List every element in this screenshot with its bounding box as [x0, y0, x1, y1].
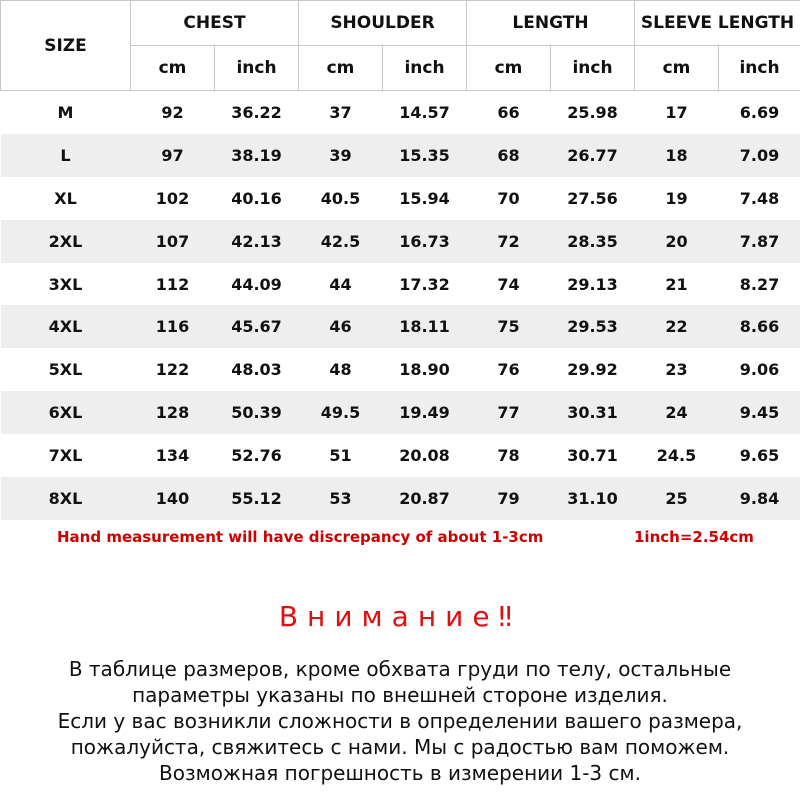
length-inch-header: inch: [551, 46, 635, 91]
value-cell: 140: [131, 477, 215, 520]
size-cell: 4XL: [1, 305, 131, 348]
value-cell: 6.69: [719, 91, 800, 134]
value-cell: 28.35: [551, 220, 635, 263]
value-cell: 112: [131, 263, 215, 306]
value-cell: 38.19: [215, 134, 299, 177]
value-cell: 42.13: [215, 220, 299, 263]
value-cell: 55.12: [215, 477, 299, 520]
value-cell: 42.5: [299, 220, 383, 263]
table-row: [1, 263, 800, 306]
size-header: SIZE: [1, 1, 131, 91]
value-cell: 79: [467, 477, 551, 520]
chest-cm-header: cm: [131, 46, 215, 91]
value-cell: 107: [131, 220, 215, 263]
sleeve-cm-header: cm: [635, 46, 719, 91]
value-cell: 15.94: [383, 177, 467, 220]
value-cell: 46: [299, 305, 383, 348]
value-cell: 40.5: [299, 177, 383, 220]
description-text: [0, 656, 800, 786]
table-row: [1, 477, 800, 520]
value-cell: 20.08: [383, 434, 467, 477]
table-row: [1, 434, 800, 477]
value-cell: 66: [467, 91, 551, 134]
value-cell: 52.76: [215, 434, 299, 477]
value-cell: 36.22: [215, 91, 299, 134]
shoulder-cm-header: cm: [299, 46, 383, 91]
value-cell: 17: [635, 91, 719, 134]
value-cell: 19.49: [383, 391, 467, 434]
value-cell: 39: [299, 134, 383, 177]
table-row: [1, 305, 800, 348]
value-cell: 29.13: [551, 263, 635, 306]
conversion-note: 1inch=2.54cm: [634, 528, 754, 546]
value-cell: 24: [635, 391, 719, 434]
value-cell: 16.73: [383, 220, 467, 263]
description-line: В таблице размеров, кроме обхвата груди по телу, остальные: [68, 657, 732, 681]
value-cell: 49.5: [299, 391, 383, 434]
value-cell: 27.56: [551, 177, 635, 220]
value-cell: 18.11: [383, 305, 467, 348]
value-cell: 50.39: [215, 391, 299, 434]
table-row: [1, 220, 800, 263]
value-cell: 29.53: [551, 305, 635, 348]
value-cell: 14.57: [383, 91, 467, 134]
description-line: Возможная погрешность в измерении 1-3 см.: [159, 761, 641, 785]
table-row: [1, 91, 800, 134]
chest-inch-header: inch: [215, 46, 299, 91]
value-cell: 9.65: [719, 434, 800, 477]
value-cell: 19: [635, 177, 719, 220]
value-cell: 45.67: [215, 305, 299, 348]
value-cell: 48: [299, 348, 383, 391]
table-row: [1, 177, 800, 220]
value-cell: 68: [467, 134, 551, 177]
attention-title: Внимание‼: [278, 600, 522, 633]
value-cell: 48.03: [215, 348, 299, 391]
chest-header: CHEST: [131, 1, 299, 46]
value-cell: 26.77: [551, 134, 635, 177]
value-cell: 24.5: [635, 434, 719, 477]
value-cell: 122: [131, 348, 215, 391]
discrepancy-note: Hand measurement will have discrepancy of about 1-3cm: [57, 528, 544, 546]
value-cell: 30.71: [551, 434, 635, 477]
value-cell: 74: [467, 263, 551, 306]
value-cell: 8.27: [719, 263, 800, 306]
value-cell: 134: [131, 434, 215, 477]
value-cell: 20.87: [383, 477, 467, 520]
value-cell: 29.92: [551, 348, 635, 391]
value-cell: 7.09: [719, 134, 800, 177]
value-cell: 18.90: [383, 348, 467, 391]
value-cell: 25: [635, 477, 719, 520]
size-cell: 7XL: [1, 434, 131, 477]
value-cell: 128: [131, 391, 215, 434]
value-cell: 75: [467, 305, 551, 348]
value-cell: 51: [299, 434, 383, 477]
value-cell: 77: [467, 391, 551, 434]
value-cell: 7.87: [719, 220, 800, 263]
value-cell: 23: [635, 348, 719, 391]
value-cell: 116: [131, 305, 215, 348]
table-row: [1, 348, 800, 391]
size-cell: L: [1, 134, 131, 177]
size-cell: 8XL: [1, 477, 131, 520]
value-cell: 30.31: [551, 391, 635, 434]
value-cell: 18: [635, 134, 719, 177]
value-cell: 22: [635, 305, 719, 348]
size-cell: 6XL: [1, 391, 131, 434]
table-row: [1, 391, 800, 434]
value-cell: 9.45: [719, 391, 800, 434]
size-table-body: [1, 91, 800, 520]
value-cell: 7.48: [719, 177, 800, 220]
value-cell: 31.10: [551, 477, 635, 520]
value-cell: 9.84: [719, 477, 800, 520]
value-cell: 44.09: [215, 263, 299, 306]
value-cell: 15.35: [383, 134, 467, 177]
description-line: пожалуйста, свяжитесь с нами. Мы с радостью вам поможем.: [70, 735, 730, 759]
value-cell: 44: [299, 263, 383, 306]
shoulder-header: SHOULDER: [299, 1, 467, 46]
value-cell: 70: [467, 177, 551, 220]
value-cell: 20: [635, 220, 719, 263]
value-cell: 40.16: [215, 177, 299, 220]
sleeve-length-header: SLEEVE LENGTH: [635, 1, 800, 46]
length-header: LENGTH: [467, 1, 635, 46]
value-cell: 21: [635, 263, 719, 306]
description-line: Если у вас возникли сложности в определении вашего размера,: [57, 709, 743, 733]
size-cell: 5XL: [1, 348, 131, 391]
size-cell: 3XL: [1, 263, 131, 306]
value-cell: 25.98: [551, 91, 635, 134]
value-cell: 102: [131, 177, 215, 220]
value-cell: 76: [467, 348, 551, 391]
value-cell: 17.32: [383, 263, 467, 306]
sleeve-inch-header: inch: [719, 46, 800, 91]
size-cell: XL: [1, 177, 131, 220]
value-cell: 53: [299, 477, 383, 520]
size-cell: M: [1, 91, 131, 134]
value-cell: 72: [467, 220, 551, 263]
value-cell: 97: [131, 134, 215, 177]
value-cell: 37: [299, 91, 383, 134]
length-cm-header: cm: [467, 46, 551, 91]
value-cell: 8.66: [719, 305, 800, 348]
value-cell: 92: [131, 91, 215, 134]
table-row: [1, 134, 800, 177]
value-cell: 78: [467, 434, 551, 477]
value-cell: 9.06: [719, 348, 800, 391]
shoulder-inch-header: inch: [383, 46, 467, 91]
description-line: параметры указаны по внешней стороне изделия.: [132, 683, 668, 707]
size-cell: 2XL: [1, 220, 131, 263]
